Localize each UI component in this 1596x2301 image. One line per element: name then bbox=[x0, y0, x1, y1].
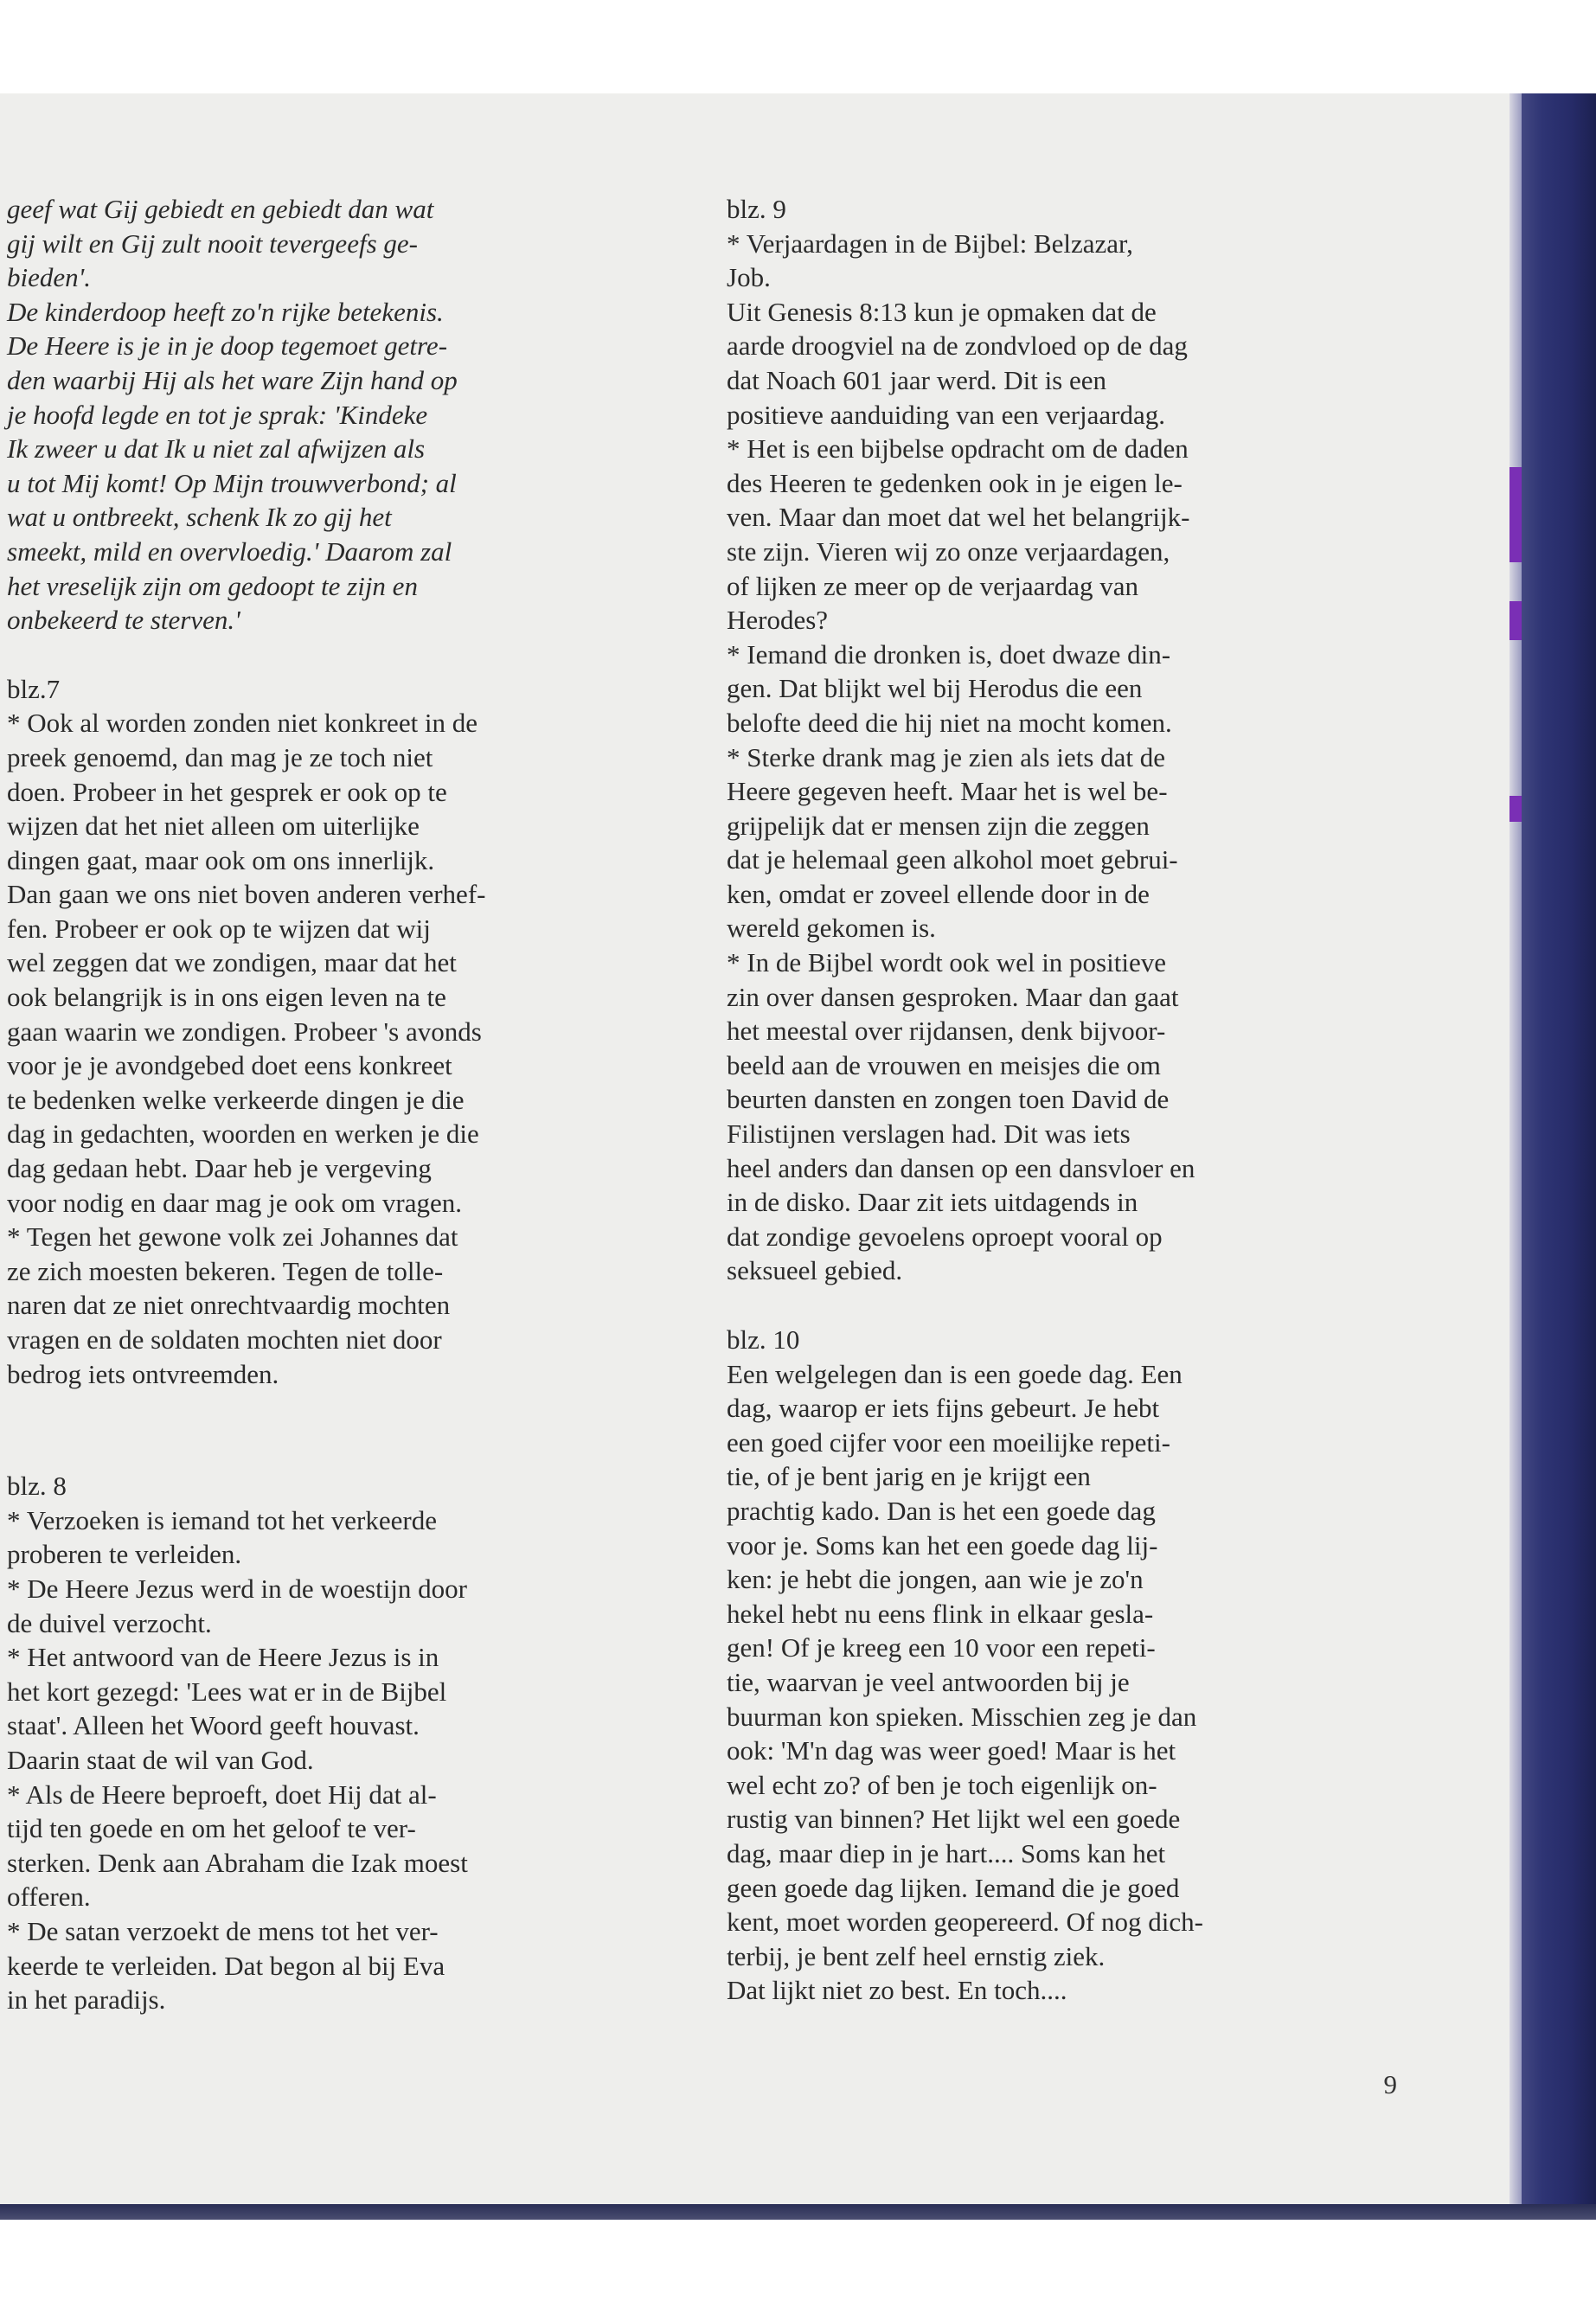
paragraph-line: * Ook al worden zonden niet konkreet in de bbox=[7, 708, 478, 739]
paragraph-line: tijd ten goede en om het geloof te ver- bbox=[7, 1813, 416, 1844]
left-column bbox=[7, 192, 664, 2017]
paragraph-line: zin over dansen gesproken. Maar dan gaat bbox=[727, 981, 1179, 1012]
paragraph-line: positieve aanduiding van een verjaardag. bbox=[727, 399, 1165, 430]
paragraph-line: Uit Genesis 8:13 kun je opmaken dat de bbox=[727, 296, 1157, 327]
section-blz7 bbox=[7, 672, 664, 1391]
quote-line: je hoofd legde en tot je sprak: 'Kindeke bbox=[7, 399, 428, 430]
section-heading: blz. 8 bbox=[7, 1471, 67, 1502]
quote-line: Ik zweer u dat Ik u niet zal afwijzen als bbox=[7, 433, 426, 465]
paragraph-line: * Sterke drank mag je zien als iets dat de bbox=[727, 741, 1166, 772]
paragraph-line: grijpelijk dat er mensen zijn die zeggen bbox=[727, 810, 1150, 841]
paragraph-line: een goed cijfer voor een moeilijke repeti- bbox=[727, 1426, 1170, 1458]
paragraph-line: terbij, je bent zelf heel ernstig ziek. bbox=[727, 1940, 1106, 1971]
index-tab bbox=[1509, 601, 1522, 640]
paragraph-line: voor nodig en daar mag je ook om vragen. bbox=[7, 1187, 462, 1218]
paragraph-line: kent, moet worden geopereerd. Of nog dich- bbox=[727, 1907, 1203, 1938]
paragraph-line: gaan waarin we zondigen. Probeer 's avonds bbox=[7, 1016, 482, 1047]
quote-line: gij wilt en Gij zult nooit tevergeefs ge- bbox=[7, 228, 418, 259]
paragraph-line: dat je helemaal geen alkohol moet gebrui- bbox=[727, 844, 1178, 875]
paragraph-line: Herodes? bbox=[727, 605, 829, 636]
paragraph-line: geen goede dag lijken. Iemand die je goed bbox=[727, 1872, 1180, 1903]
quote-line: wat u ontbreekt, schenk Ik zo gij het bbox=[7, 502, 392, 533]
paragraph-line: heel anders dan dansen op een dansvloer en bbox=[727, 1152, 1195, 1183]
paragraph-line: ook: 'M'n dag was weer goed! Maar is het bbox=[727, 1735, 1176, 1766]
paragraph-line: bedrog iets ontvreemden. bbox=[7, 1358, 279, 1389]
paragraph-line: preek genoemd, dan mag je ze toch niet bbox=[7, 741, 433, 772]
page-number: 9 bbox=[1383, 2069, 1397, 2099]
paragraph-line: aarde droogviel na de zondvloed op de dag bbox=[727, 330, 1188, 362]
paragraph-line: dingen gaat, maar ook om ons innerlijk. bbox=[7, 844, 435, 875]
section-blz10 bbox=[727, 1323, 1384, 2008]
paragraph-line: staat'. Alleen het Woord geeft houvast. bbox=[7, 1710, 420, 1741]
section-heading: blz. 9 bbox=[727, 194, 786, 224]
paragraph-line: hekel hebt nu eens flink in elkaar gesla- bbox=[727, 1598, 1154, 1629]
quote-line: De Heere is je in je doop tegemoet getre- bbox=[7, 330, 448, 362]
paragraph-line: het meestal over rijdansen, denk bijvoor- bbox=[727, 1016, 1166, 1047]
quote-line: onbekeerd te sterven.' bbox=[7, 605, 240, 636]
paragraph-line: ste zijn. Vieren wij zo onze verjaardagen, bbox=[727, 535, 1170, 567]
paragraph-line: * Het antwoord van de Heere Jezus is in bbox=[7, 1642, 439, 1673]
quote-line: u tot Mij komt! Op Mijn trouwverbond; al bbox=[7, 467, 457, 498]
paragraph-line: * Verzoeken is iemand tot het verkeerde bbox=[7, 1504, 437, 1535]
paragraph-line: tie, waarvan je veel antwoorden bij je bbox=[727, 1666, 1130, 1697]
paragraph-line: des Heeren te gedenken ook in je eigen le- bbox=[727, 467, 1183, 498]
paragraph-line: voor je je avondgebed doet eens konkreet bbox=[7, 1050, 452, 1081]
paragraph-line: prachtig kado. Dan is het een goede dag bbox=[727, 1495, 1156, 1526]
right-column bbox=[727, 192, 1384, 2008]
paragraph-line: te bedenken welke verkeerde dingen je die bbox=[7, 1084, 465, 1115]
paragraph-line: * Verjaardagen in de Bijbel: Belzazar, bbox=[727, 228, 1133, 259]
paragraph-line: buurman kon spieken. Misschien zeg je dan bbox=[727, 1701, 1197, 1732]
paragraph-line: ze zich moesten bekeren. Tegen de tolle- bbox=[7, 1255, 444, 1286]
section-heading: blz. 10 bbox=[727, 1324, 800, 1355]
paragraph-line: rustig van binnen? Het lijkt wel een goede bbox=[727, 1804, 1181, 1835]
section-heading: blz.7 bbox=[7, 673, 61, 704]
paragraph-line: gen! Of je kreeg een 10 voor een repeti- bbox=[727, 1632, 1156, 1663]
quote-line: De kinderdoop heeft zo'n rijke betekenis. bbox=[7, 296, 444, 327]
paragraph-line: * De satan verzoekt de mens tot het ver- bbox=[7, 1915, 439, 1946]
paragraph-line: belofte deed die hij niet na mocht komen. bbox=[727, 707, 1172, 738]
paragraph-line: beurten dansten en zongen toen David de bbox=[727, 1084, 1170, 1115]
paragraph-line: Job. bbox=[727, 262, 771, 293]
paragraph-line: gen. Dat blijkt wel bij Herodus die een bbox=[727, 673, 1143, 704]
paragraph-line: naren dat ze niet onrechtvaardig mochten bbox=[7, 1290, 451, 1321]
paragraph-line: vragen en de soldaten mochten niet door bbox=[7, 1324, 442, 1355]
paragraph-line: Dan gaan we ons niet boven anderen verhef- bbox=[7, 879, 486, 910]
paragraph-line: Filistijnen verslagen had. Dit was iets bbox=[727, 1118, 1131, 1150]
paragraph-line: het kort gezegd: 'Lees wat er in de Bijbel bbox=[7, 1676, 447, 1707]
paragraph-line: * In de Bijbel wordt ook wel in positieve bbox=[727, 947, 1166, 978]
paragraph-line: * Tegen het gewone volk zei Johannes dat bbox=[7, 1221, 458, 1253]
section-blz8 bbox=[7, 1469, 664, 2017]
section-blz9 bbox=[727, 192, 1384, 1288]
paragraph-line: tie, of je bent jarig en je krijgt een bbox=[727, 1461, 1091, 1492]
paragraph-line: Daarin staat de wil van God. bbox=[7, 1744, 314, 1775]
paragraph-line: ven. Maar dan moet dat wel het belangrijk- bbox=[727, 502, 1190, 533]
page-edge bbox=[1509, 93, 1522, 2204]
paragraph-line: dag in gedachten, woorden en werken je die bbox=[7, 1118, 479, 1150]
paragraph-line: in de disko. Daar zit iets uitdagends in bbox=[727, 1187, 1138, 1218]
paragraph-line: wel zeggen dat we zondigen, maar dat het bbox=[7, 947, 457, 978]
paragraph-line: doen. Probeer in het gesprek er ook op te bbox=[7, 776, 447, 807]
paragraph-line: dag gedaan hebt. Daar heb je vergeving bbox=[7, 1153, 432, 1184]
paragraph-line: Een welgelegen dan is een goede dag. Een bbox=[727, 1358, 1183, 1389]
paragraph-line: in het paradijs. bbox=[7, 1984, 166, 2016]
paragraph-line: * Iemand die dronken is, doet dwaze din- bbox=[727, 638, 1171, 670]
paragraph-line: dat Noach 601 jaar werd. Dit is een bbox=[727, 364, 1107, 395]
paragraph-line: ken, omdat er zoveel ellende door in de bbox=[727, 878, 1150, 909]
paragraph-line: offeren. bbox=[7, 1881, 91, 1913]
paragraph-line: dag, waarop er iets fijns gebeurt. Je hebt bbox=[727, 1393, 1160, 1424]
paragraph-line: keerde te verleiden. Dat begon al bij Eva bbox=[7, 1950, 445, 1981]
quote-line: den waarbij Hij als het ware Zijn hand op bbox=[7, 364, 458, 395]
paragraph-line: wel echt zo? of ben je toch eigenlijk on- bbox=[727, 1769, 1157, 1800]
paragraph-line: sterken. Denk aan Abraham die Izak moest bbox=[7, 1847, 468, 1878]
paragraph-line: dat zondige gevoelens oproept vooral op bbox=[727, 1221, 1163, 1252]
paragraph-line: voor je. Soms kan het een goede dag lij- bbox=[727, 1529, 1158, 1561]
paragraph-line: proberen te verleiden. bbox=[7, 1539, 242, 1570]
index-tab bbox=[1509, 796, 1522, 822]
quote-line: smeekt, mild en overvloedig.' Daarom zal bbox=[7, 535, 452, 567]
quote-line: het vreselijk zijn om gedoopt te zijn en bbox=[7, 570, 418, 601]
quote-line: bieden'. bbox=[7, 262, 92, 293]
paragraph-line: wijzen dat het niet alleen om uiterlijke bbox=[7, 811, 420, 842]
paragraph-line: de duivel verzocht. bbox=[7, 1607, 212, 1638]
scan-margin-top bbox=[0, 0, 1596, 93]
paragraph-line: * Als de Heere beproeft, doet Hij dat al- bbox=[7, 1779, 437, 1810]
paragraph-line: ook belangrijk is in ons eigen leven na te bbox=[7, 982, 446, 1013]
quote-line: geef wat Gij gebiedt en gebiedt dan wat bbox=[7, 194, 434, 224]
paragraph-line: * Het is een bijbelse opdracht om de daden bbox=[727, 433, 1189, 465]
paragraph-line: ken: je hebt die jongen, aan wie je zo'n bbox=[727, 1564, 1144, 1595]
paragraph-line: beeld aan de vrouwen en meisjes die om bbox=[727, 1049, 1161, 1080]
paragraph-line: seksueel gebied. bbox=[727, 1255, 903, 1286]
paragraph-line: Dat lijkt niet zo best. En toch.... bbox=[727, 1975, 1067, 2006]
paragraph-line: dag, maar diep in je hart.... Soms kan het bbox=[727, 1837, 1166, 1868]
paragraph-line: wereld gekomen is. bbox=[727, 913, 936, 944]
paragraph-line: * De Heere Jezus werd in de woestijn door bbox=[7, 1573, 467, 1604]
index-tab bbox=[1509, 467, 1522, 562]
scan-bottom-edge bbox=[0, 2204, 1596, 2220]
quote-block bbox=[7, 192, 664, 638]
paragraph-line: fen. Probeer er ook op te wijzen dat wij bbox=[7, 913, 431, 944]
paragraph-line: of lijken ze meer op de verjaardag van bbox=[727, 570, 1138, 601]
book-spine bbox=[1514, 93, 1596, 2204]
paragraph-line: Heere gegeven heeft. Maar het is wel be- bbox=[727, 776, 1168, 807]
